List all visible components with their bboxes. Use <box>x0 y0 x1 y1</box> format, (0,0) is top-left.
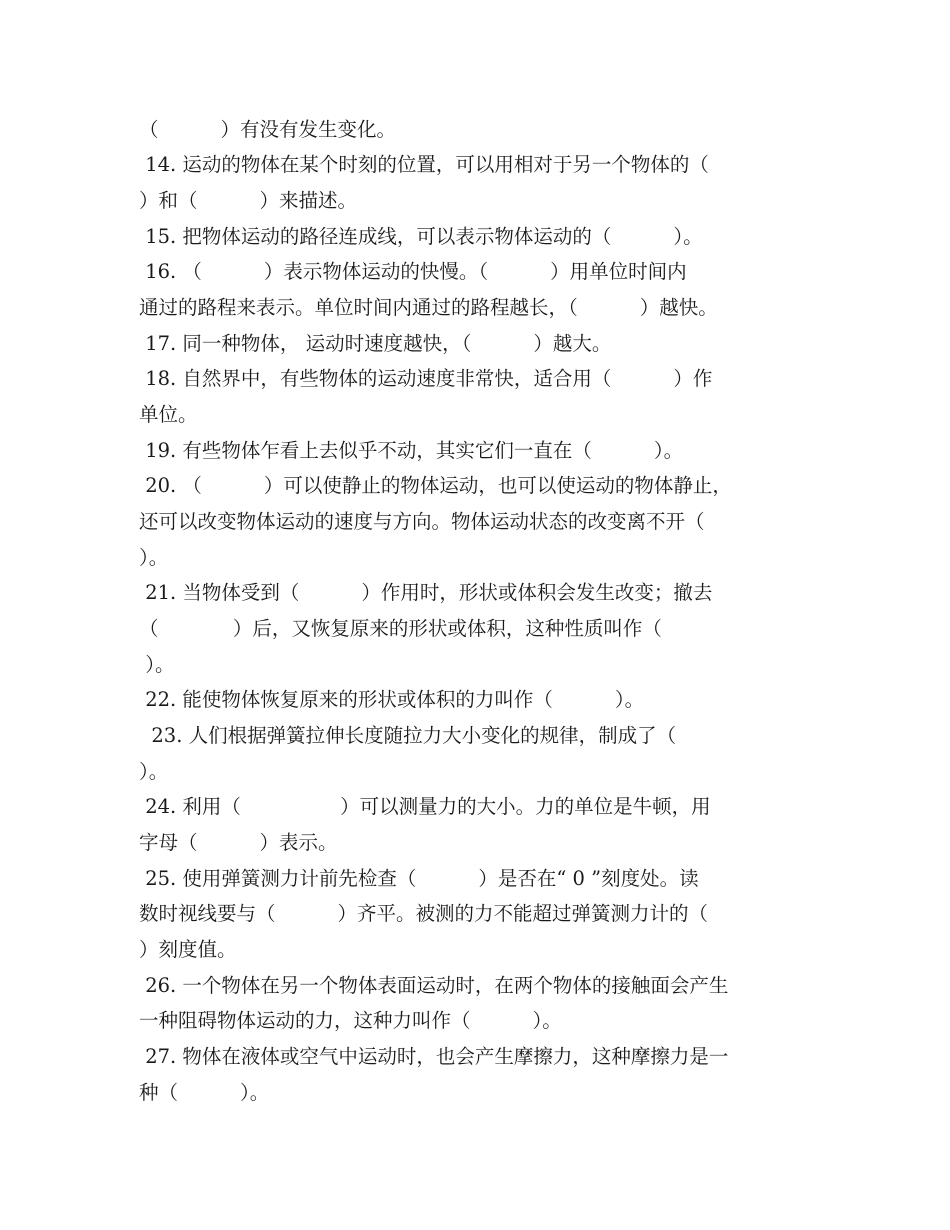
text-line: ）和（ ）来描述。 <box>139 189 357 212</box>
text-line: 数时视线要与（ ）齐平。被测的力不能超过弹簧测力计的（ <box>139 902 708 925</box>
text-line: 21. 当物体受到（ ）作用时，形状或体积会发生改变；撤去 <box>139 581 713 604</box>
text-line: 还可以改变物体运动的速度与方向。物体运动状态的改变离不开（ <box>139 510 705 533</box>
text-line: 24. 利用（ ）可以测量力的大小。力的单位是牛顿，用 <box>139 795 711 818</box>
text-line: （ ）后，又恢复原来的形状或体积，这种性质叫作（ <box>139 617 662 640</box>
text-line: 25. 使用弹簧测力计前先检查（ ）是否在“ 0 ”刻度处。读 <box>139 867 699 890</box>
text-line: 字母（ ）表示。 <box>139 831 338 854</box>
text-line: 23. 人们根据弹簧拉伸长度随拉力大小变化的规律，制成了（ <box>139 724 677 747</box>
text-line: ）。 <box>139 546 169 569</box>
text-line: 22. 能使物体恢复原来的形状或体积的力叫作（ ）。 <box>139 688 645 711</box>
text-line: 27. 物体在液体或空气中运动时，也会产生摩擦力，这种摩擦力是一 <box>139 1045 729 1068</box>
text-line: 17. 同一种物体， 运动时速度越快，（ ）越大。 <box>139 332 612 355</box>
text-line: 14. 运动的物体在某个时刻的位置，可以用相对于另一个物体的（ <box>139 153 709 176</box>
text-line: 单位。 <box>139 403 198 426</box>
text-line: ）。 <box>139 760 169 783</box>
text-line: 20. （ ）可以使静止的物体运动，也可以使运动的物体静止， <box>139 474 732 497</box>
text-line: 15. 把物体运动的路径连成线，可以表示物体运动的（ ）。 <box>139 225 703 248</box>
text-line: ）。 <box>139 653 175 676</box>
text-line: 26. 一个物体在另一个物体表面运动时，在两个物体的接触面会产生 <box>139 974 729 997</box>
text-line: 通过的路程来表示。单位时间内通过的路程越长，（ ）越快。 <box>139 296 718 319</box>
text-line: （ ）有没有发生变化。 <box>139 118 396 141</box>
text-line: 种（ ）。 <box>139 1081 270 1104</box>
text-line: 一种阻碍物体运动的力，这种力叫作（ ）。 <box>139 1009 562 1032</box>
text-line: 16. （ ）表示物体运动的快慢。（ ）用单位时间内 <box>139 260 687 283</box>
text-line: ）刻度值。 <box>139 938 237 961</box>
text-line: 19. 有些物体乍看上去似乎不动，其实它们一直在（ ）。 <box>139 439 684 462</box>
text-line: 18. 自然界中，有些物体的运动速度非常快，适合用（ ）作 <box>139 367 713 390</box>
